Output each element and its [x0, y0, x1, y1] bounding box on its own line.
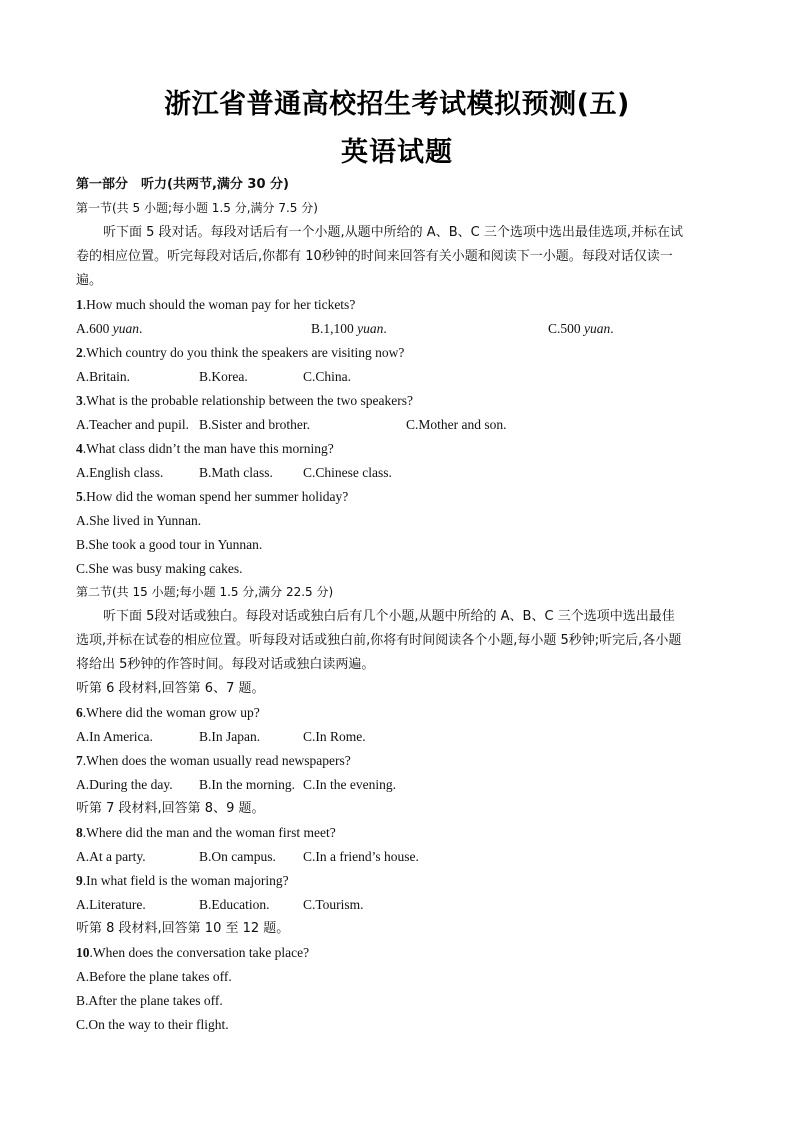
exam-title: 浙江省普通高校招生考试模拟预测(五): [164, 89, 630, 120]
q4-option-b: B.Math class.: [199, 465, 273, 480]
q5-option-c: C.She was busy making cakes.: [76, 561, 243, 576]
question-6: 6.Where did the woman grow up?: [76, 705, 260, 720]
q10-option-c: C.On the way to their flight.: [76, 1017, 229, 1032]
question-7: 7.When does the woman usually read newspapers?: [76, 753, 351, 768]
question-5: 5.How did the woman spend her summer holiday?: [76, 489, 349, 504]
question-9: 9.In what field is the woman majoring?: [76, 873, 289, 888]
q7-option-a: A.During the day.: [76, 777, 173, 792]
section1-heading: 第一节(共 5 小题;每小题 1.5 分,满分 7.5 分): [76, 201, 318, 215]
question-1: [76, 296, 355, 313]
q5-option-b: B.She took a good tour in Yunnan.: [76, 537, 263, 552]
q1-option-c: C.500 yuan.: [548, 321, 614, 336]
q5-option-a: A.She lived in Yunnan.: [76, 513, 202, 528]
q4-option-a: A.English class.: [76, 465, 164, 480]
q6-option-c: C.In Rome.: [303, 729, 366, 744]
q3-option-c: C.Mother and son.: [406, 417, 507, 432]
q1-option-b: B.1,100 yuan.: [311, 321, 387, 336]
question-8: 8.Where did the man and the woman first meet?: [76, 825, 336, 840]
q3-option-a: A.Teacher and pupil.: [76, 417, 190, 432]
q8-option-a: A.At a party.: [76, 849, 146, 864]
q10-option-b: B.After the plane takes off.: [76, 993, 223, 1008]
q4-option-c: C.Chinese class.: [303, 465, 392, 480]
question-number: 1: [76, 297, 83, 312]
section1-instructions-1: 听下面 5 段对话。每段对话后有一个小题,从题中所给的 A、B、C 三个选项中选出最佳选项,并标在试: [103, 225, 683, 240]
q9-option-b: B.Education.: [199, 897, 270, 912]
q3-option-b: B.Sister and brother.: [199, 417, 310, 432]
q9-option-a: A.Literature.: [76, 897, 146, 912]
section2-heading: 第二节(共 15 小题;每小题 1.5 分,满分 22.5 分): [76, 585, 334, 599]
section2-instructions-2: 选项,并标在试卷的相应位置。听每段对话或独白前,你将有时间阅读各个小题,每小题 5秒钟;听完后,各小题: [76, 633, 682, 648]
q2-option-c: C.China.: [303, 369, 352, 384]
q2-option-a: A.Britain.: [76, 369, 130, 384]
q8-option-b: B.On campus.: [199, 849, 276, 864]
q10-option-a: A.Before the plane takes off.: [76, 969, 232, 984]
part1-heading: 第一部分 听力(共两节,满分 30 分): [76, 177, 289, 192]
q6-option-b: B.In Japan.: [199, 729, 261, 744]
q8-option-c: C.In a friend’s house.: [303, 849, 419, 864]
q2-option-b: B.Korea.: [199, 369, 248, 384]
q6-option-a: A.In America.: [76, 729, 153, 744]
question-10: 10.When does the conversation take place?: [76, 945, 310, 960]
material-7-note: 听第 7 段材料,回答第 8、9 题。: [76, 801, 265, 816]
material-8-note: 听第 8 段材料,回答第 10 至 12 题。: [76, 921, 290, 936]
q9-option-c: C.Tourism.: [303, 897, 364, 912]
exam-subtitle: 英语试题: [341, 137, 453, 168]
q7-option-b: B.In the morning.: [199, 777, 295, 792]
section1-instructions-2: 卷的相应位置。听完每段对话后,你都有 10秒钟的时间来回答有关小题和阅读下一小题。每段对话仅读一: [76, 249, 673, 264]
question-4: 4.What class didn’t the man have this morning?: [76, 441, 334, 456]
section1-instructions-3: 遍。: [76, 273, 103, 288]
question-3: 3.What is the probable relationship between the two speakers?: [76, 393, 414, 408]
q7-option-c: C.In the evening.: [303, 777, 396, 792]
question-text: .How much should the woman pay for her tickets?: [82, 297, 356, 312]
question-2: 2.Which country do you think the speakers are visiting now?: [76, 345, 405, 360]
section2-instructions-1: 听下面 5段对话或独白。每段对话或独白后有几个小题,从题中所给的 A、B、C 三个选项中选出最佳: [103, 609, 675, 624]
material-6-note: 听第 6 段材料,回答第 6、7 题。: [76, 681, 265, 696]
section2-instructions-3: 将给出 5秒钟的作答时间。每段对话或独白读两遍。: [76, 657, 375, 672]
q1-option-a: A.600 yuan.: [76, 321, 143, 336]
